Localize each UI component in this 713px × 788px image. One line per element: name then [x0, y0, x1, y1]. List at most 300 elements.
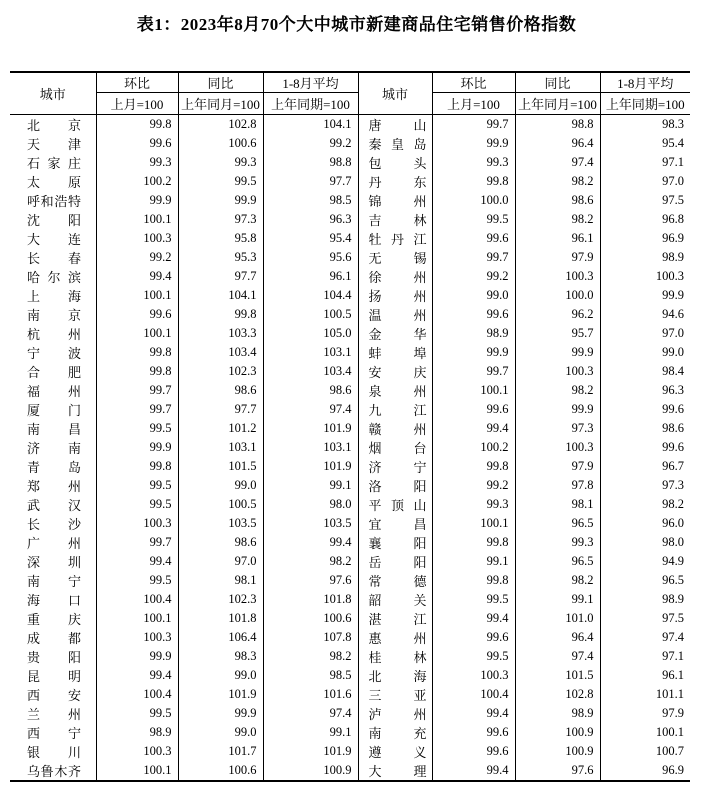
left-mom-cell: 99.7	[96, 533, 178, 552]
left-mom-cell: 100.4	[96, 685, 178, 704]
header-city-right: 城市	[358, 72, 432, 115]
city-name: 平顶山	[368, 498, 427, 513]
left-avg-cell: 98.0	[263, 495, 358, 514]
left-city-cell	[10, 666, 96, 685]
table-row	[10, 704, 690, 723]
right-avg-cell: 98.9	[662, 592, 684, 606]
left-mom-cell: 100.1	[96, 324, 178, 343]
table-row	[10, 761, 690, 781]
right-city-cell	[358, 514, 432, 533]
right-mom-cell: 99.0	[432, 286, 515, 305]
table-row	[10, 457, 690, 476]
table-row	[10, 552, 690, 571]
left-avg-cell: 104.1	[263, 115, 358, 135]
left-yoy-cell: 98.6	[178, 533, 263, 552]
table-row	[10, 514, 690, 533]
city-name: 上海	[27, 289, 81, 304]
city-name: 济南	[27, 441, 81, 456]
right-city-cell	[358, 438, 432, 457]
city-name: 金华	[368, 327, 427, 342]
left-city-cell	[10, 647, 96, 666]
header-mom-base-right: 上月=100	[432, 93, 515, 115]
city-name: 湛江	[368, 612, 427, 627]
left-city-cell	[10, 172, 96, 191]
left-yoy-cell: 95.8	[178, 229, 263, 248]
right-mom-cell: 99.8	[432, 457, 515, 476]
left-city-cell	[10, 533, 96, 552]
city-name: 泸州	[368, 707, 427, 722]
right-city-cell	[358, 362, 432, 381]
right-avg-cell: 100.3	[655, 269, 684, 283]
right-avg-cell: 97.1	[662, 155, 684, 169]
city-name: 南宁	[27, 574, 81, 589]
city-name: 蚌埠	[368, 346, 427, 361]
table-row	[10, 571, 690, 590]
table-row	[10, 343, 690, 362]
left-yoy-cell: 99.9	[178, 704, 263, 723]
right-yoy-cell: 100.9	[515, 723, 600, 742]
left-city-cell	[10, 191, 96, 210]
right-avg-cell: 97.5	[662, 611, 684, 625]
right-mom-cell: 99.4	[432, 419, 515, 438]
left-city-cell	[10, 723, 96, 742]
right-mom-cell: 99.8	[432, 172, 515, 191]
left-mom-cell: 99.3	[96, 153, 178, 172]
right-avg-cell: 96.3	[662, 383, 684, 397]
city-name: 福州	[27, 384, 81, 399]
right-city-cell	[358, 267, 432, 286]
right-city-cell	[358, 419, 432, 438]
left-mom-cell: 99.4	[96, 267, 178, 286]
left-city-cell	[10, 552, 96, 571]
right-city-cell	[358, 685, 432, 704]
right-city-cell	[358, 495, 432, 514]
left-avg-cell: 101.9	[263, 457, 358, 476]
city-name: 遵义	[368, 745, 427, 760]
right-avg-cell: 95.4	[662, 136, 684, 150]
left-mom-cell: 99.8	[96, 115, 178, 135]
right-mom-cell: 99.4	[432, 704, 515, 723]
left-avg-cell: 99.1	[263, 476, 358, 495]
right-city-cell	[358, 324, 432, 343]
city-name: 西安	[27, 688, 81, 703]
table-row	[10, 647, 690, 666]
header-city-left: 城市	[10, 72, 96, 115]
left-city-cell	[10, 761, 96, 781]
right-mom-cell: 100.1	[432, 381, 515, 400]
city-name: 兰州	[27, 707, 81, 722]
right-avg-cell: 97.0	[662, 174, 684, 188]
right-yoy-cell: 98.9	[515, 704, 600, 723]
left-city-cell	[10, 115, 96, 135]
right-mom-cell: 99.6	[432, 400, 515, 419]
left-mom-cell: 98.9	[96, 723, 178, 742]
city-name: 锦州	[368, 194, 427, 209]
left-avg-cell: 101.8	[263, 590, 358, 609]
city-name: 天津	[27, 137, 81, 152]
right-avg-cell: 100.7	[655, 744, 684, 758]
city-name: 郑州	[27, 479, 81, 494]
city-name: 海口	[27, 593, 81, 608]
left-city-cell	[10, 248, 96, 267]
left-yoy-cell: 102.3	[178, 590, 263, 609]
table-row	[10, 742, 690, 761]
left-yoy-cell: 102.8	[178, 115, 263, 135]
left-mom-cell: 100.3	[96, 628, 178, 647]
right-mom-cell: 99.1	[432, 552, 515, 571]
right-avg-cell: 97.3	[662, 478, 684, 492]
right-yoy-cell: 100.3	[515, 362, 600, 381]
table-row	[10, 495, 690, 514]
left-mom-cell: 100.1	[96, 286, 178, 305]
header-mom-base-left: 上月=100	[96, 93, 178, 115]
left-avg-cell: 104.4	[263, 286, 358, 305]
right-mom-cell: 99.8	[432, 571, 515, 590]
left-city-cell	[10, 704, 96, 723]
right-mom-cell: 99.9	[432, 343, 515, 362]
left-avg-cell: 103.5	[263, 514, 358, 533]
right-city-cell	[358, 343, 432, 362]
city-name: 桂林	[368, 650, 427, 665]
left-avg-cell: 98.6	[263, 381, 358, 400]
right-city-cell	[358, 229, 432, 248]
city-name: 太原	[27, 175, 81, 190]
right-mom-cell: 100.0	[432, 191, 515, 210]
city-name: 武汉	[27, 498, 81, 513]
city-name: 长沙	[27, 517, 81, 532]
table-row	[10, 723, 690, 742]
right-yoy-cell: 98.2	[515, 381, 600, 400]
left-mom-cell: 100.4	[96, 590, 178, 609]
left-mom-cell: 99.8	[96, 362, 178, 381]
left-yoy-cell: 97.7	[178, 400, 263, 419]
right-mom-cell: 99.4	[432, 609, 515, 628]
left-yoy-cell: 103.1	[178, 438, 263, 457]
city-name: 宜昌	[368, 517, 427, 532]
left-city-cell	[10, 438, 96, 457]
table-row	[10, 628, 690, 647]
city-name: 北京	[27, 118, 81, 133]
right-yoy-cell: 99.1	[515, 590, 600, 609]
right-mom-cell: 99.4	[432, 761, 515, 781]
right-yoy-cell: 98.2	[515, 172, 600, 191]
left-mom-cell: 100.1	[96, 609, 178, 628]
city-name: 烟台	[368, 441, 427, 456]
left-mom-cell: 99.8	[96, 343, 178, 362]
right-yoy-cell: 97.3	[515, 419, 600, 438]
header-avg-base-right: 上年同期=100	[600, 93, 690, 115]
right-mom-cell: 99.2	[432, 267, 515, 286]
left-city-cell	[10, 153, 96, 172]
left-yoy-cell: 99.0	[178, 666, 263, 685]
right-avg-cell: 98.2	[662, 497, 684, 511]
city-name: 泉州	[368, 384, 427, 399]
left-yoy-cell: 98.3	[178, 647, 263, 666]
right-mom-cell: 100.1	[432, 514, 515, 533]
right-mom-cell: 99.2	[432, 476, 515, 495]
left-city-cell	[10, 305, 96, 324]
city-name: 岳阳	[368, 555, 427, 570]
header-avg-base-left: 上年同期=100	[263, 93, 358, 115]
right-mom-cell: 99.7	[432, 362, 515, 381]
city-name: 银川	[27, 745, 81, 760]
left-avg-cell: 103.4	[263, 362, 358, 381]
right-avg-cell: 96.5	[662, 573, 684, 587]
left-city-cell	[10, 134, 96, 153]
right-yoy-cell: 97.8	[515, 476, 600, 495]
left-avg-cell: 98.2	[263, 647, 358, 666]
right-mom-cell: 99.5	[432, 647, 515, 666]
right-yoy-cell: 97.4	[515, 153, 600, 172]
left-mom-cell: 99.5	[96, 419, 178, 438]
right-yoy-cell: 98.1	[515, 495, 600, 514]
city-name: 大连	[27, 232, 81, 247]
left-yoy-cell: 101.7	[178, 742, 263, 761]
right-city-cell	[358, 590, 432, 609]
left-yoy-cell: 101.5	[178, 457, 263, 476]
left-city-cell	[10, 685, 96, 704]
left-avg-cell: 96.3	[263, 210, 358, 229]
left-mom-cell: 99.2	[96, 248, 178, 267]
city-name: 哈尔滨	[27, 270, 81, 285]
right-city-cell	[358, 381, 432, 400]
city-name: 吉林	[368, 213, 427, 228]
city-name: 广州	[27, 536, 81, 551]
left-yoy-cell: 99.5	[178, 172, 263, 191]
left-avg-cell: 97.4	[263, 704, 358, 723]
right-city-cell	[358, 305, 432, 324]
right-avg-cell: 98.0	[662, 535, 684, 549]
right-yoy-cell: 100.3	[515, 267, 600, 286]
right-yoy-cell: 101.5	[515, 666, 600, 685]
left-mom-cell: 100.3	[96, 742, 178, 761]
table-row	[10, 229, 690, 248]
header-mom-right: 环比	[432, 72, 515, 93]
right-yoy-cell: 98.8	[515, 115, 600, 135]
right-city-cell	[358, 210, 432, 229]
left-city-cell	[10, 571, 96, 590]
left-avg-cell: 103.1	[263, 343, 358, 362]
table-row	[10, 267, 690, 286]
right-city-cell	[358, 191, 432, 210]
right-yoy-cell: 97.9	[515, 457, 600, 476]
right-avg-cell: 98.3	[662, 117, 684, 131]
right-avg-cell: 100.1	[655, 725, 684, 739]
left-avg-cell: 95.6	[263, 248, 358, 267]
city-name: 西宁	[27, 726, 81, 741]
left-avg-cell: 105.0	[263, 324, 358, 343]
left-city-cell	[10, 381, 96, 400]
right-yoy-cell: 99.9	[515, 343, 600, 362]
city-name: 北海	[368, 669, 427, 684]
left-yoy-cell: 101.9	[178, 685, 263, 704]
left-avg-cell: 99.4	[263, 533, 358, 552]
right-city-cell	[358, 723, 432, 742]
right-avg-cell: 94.9	[662, 554, 684, 568]
right-avg-cell: 96.1	[662, 668, 684, 682]
right-mom-cell: 99.6	[432, 628, 515, 647]
left-avg-cell: 95.4	[263, 229, 358, 248]
left-avg-cell: 98.5	[263, 191, 358, 210]
city-name: 成都	[27, 631, 81, 646]
right-mom-cell: 98.9	[432, 324, 515, 343]
header-yoy-right: 同比	[515, 72, 600, 93]
left-avg-cell: 100.5	[263, 305, 358, 324]
left-city-cell	[10, 229, 96, 248]
table-header	[10, 72, 690, 115]
left-yoy-cell: 104.1	[178, 286, 263, 305]
left-avg-cell: 97.7	[263, 172, 358, 191]
left-city-cell	[10, 609, 96, 628]
right-mom-cell: 100.3	[432, 666, 515, 685]
left-yoy-cell: 98.6	[178, 381, 263, 400]
right-avg-cell: 96.0	[662, 516, 684, 530]
left-yoy-cell: 98.1	[178, 571, 263, 590]
right-avg-cell: 97.5	[662, 193, 684, 207]
table-row	[10, 210, 690, 229]
right-city-cell	[358, 134, 432, 153]
right-avg-cell: 98.9	[662, 250, 684, 264]
city-name: 九江	[368, 403, 427, 418]
right-yoy-cell: 96.1	[515, 229, 600, 248]
right-city-cell	[358, 552, 432, 571]
header-yoy-left: 同比	[178, 72, 263, 93]
right-avg-cell: 98.6	[662, 421, 684, 435]
right-city-cell	[358, 457, 432, 476]
left-city-cell	[10, 514, 96, 533]
header-row-1	[10, 72, 690, 93]
city-name: 三亚	[368, 688, 427, 703]
left-avg-cell: 97.4	[263, 400, 358, 419]
table-row	[10, 476, 690, 495]
price-index-table	[10, 71, 690, 782]
left-mom-cell: 99.9	[96, 647, 178, 666]
right-city-cell	[358, 172, 432, 191]
city-name: 乌鲁木齐	[27, 764, 81, 779]
left-mom-cell: 99.8	[96, 457, 178, 476]
city-name: 大理	[368, 764, 427, 779]
city-name: 赣州	[368, 422, 427, 437]
left-yoy-cell: 99.8	[178, 305, 263, 324]
city-name: 宁波	[27, 346, 81, 361]
right-city-cell	[358, 666, 432, 685]
left-city-cell	[10, 590, 96, 609]
city-name: 厦门	[27, 403, 81, 418]
left-yoy-cell: 97.3	[178, 210, 263, 229]
left-mom-cell: 100.1	[96, 761, 178, 781]
left-yoy-cell: 103.5	[178, 514, 263, 533]
city-name: 重庆	[27, 612, 81, 627]
right-avg-cell: 96.9	[662, 231, 684, 245]
city-name: 石家庄	[27, 156, 81, 171]
left-yoy-cell: 101.2	[178, 419, 263, 438]
city-name: 温州	[368, 308, 427, 323]
table-body	[10, 115, 690, 782]
table-row	[10, 362, 690, 381]
left-yoy-cell: 102.3	[178, 362, 263, 381]
table-row	[10, 134, 690, 153]
city-name: 包头	[368, 156, 427, 171]
city-name: 呼和浩特	[27, 194, 81, 209]
right-city-cell	[358, 609, 432, 628]
left-avg-cell: 101.9	[263, 742, 358, 761]
left-mom-cell: 99.7	[96, 381, 178, 400]
header-mom-left: 环比	[96, 72, 178, 93]
right-yoy-cell: 96.5	[515, 552, 600, 571]
right-yoy-cell: 96.4	[515, 628, 600, 647]
left-mom-cell: 100.2	[96, 172, 178, 191]
left-city-cell	[10, 324, 96, 343]
right-mom-cell: 100.2	[432, 438, 515, 457]
right-yoy-cell: 97.4	[515, 647, 600, 666]
city-name: 沈阳	[27, 213, 81, 228]
left-yoy-cell: 99.3	[178, 153, 263, 172]
right-yoy-cell: 96.4	[515, 134, 600, 153]
city-name: 青岛	[27, 460, 81, 475]
right-city-cell	[358, 153, 432, 172]
left-mom-cell: 100.3	[96, 229, 178, 248]
left-mom-cell: 99.5	[96, 704, 178, 723]
right-avg-cell: 96.9	[662, 763, 684, 777]
right-mom-cell: 99.6	[432, 305, 515, 324]
right-city-cell	[358, 476, 432, 495]
right-city-cell	[358, 286, 432, 305]
right-mom-cell: 100.4	[432, 685, 515, 704]
left-yoy-cell: 100.5	[178, 495, 263, 514]
table-row	[10, 609, 690, 628]
right-yoy-cell: 101.0	[515, 609, 600, 628]
left-avg-cell: 98.5	[263, 666, 358, 685]
right-mom-cell: 99.3	[432, 153, 515, 172]
table-row	[10, 191, 690, 210]
left-avg-cell: 107.8	[263, 628, 358, 647]
left-city-cell	[10, 419, 96, 438]
left-mom-cell: 99.9	[96, 191, 178, 210]
left-avg-cell: 99.1	[263, 723, 358, 742]
left-avg-cell: 100.9	[263, 761, 358, 781]
city-name: 襄阳	[368, 536, 427, 551]
left-yoy-cell: 97.0	[178, 552, 263, 571]
right-avg-cell: 101.1	[655, 687, 684, 701]
left-yoy-cell: 99.0	[178, 723, 263, 742]
left-mom-cell: 99.6	[96, 134, 178, 153]
city-name: 济宁	[368, 460, 427, 475]
city-name: 唐山	[368, 118, 427, 133]
right-city-cell	[358, 761, 432, 781]
left-avg-cell: 98.8	[263, 153, 358, 172]
right-city-cell	[358, 400, 432, 419]
right-avg-cell: 94.6	[662, 307, 684, 321]
city-name: 南京	[27, 308, 81, 323]
right-mom-cell: 99.9	[432, 134, 515, 153]
right-yoy-cell: 100.0	[515, 286, 600, 305]
page-title: 表1：2023年8月70个大中城市新建商品住宅销售价格指数	[136, 15, 577, 34]
table-row	[10, 153, 690, 172]
table-row	[10, 115, 690, 135]
table-row	[10, 685, 690, 704]
left-yoy-cell: 99.9	[178, 191, 263, 210]
right-avg-cell: 99.6	[662, 440, 684, 454]
table-row	[10, 381, 690, 400]
right-avg-cell: 97.9	[662, 706, 684, 720]
right-yoy-cell: 99.3	[515, 533, 600, 552]
city-name: 深圳	[27, 555, 81, 570]
right-mom-cell: 99.6	[432, 723, 515, 742]
right-mom-cell: 99.3	[432, 495, 515, 514]
left-yoy-cell: 101.8	[178, 609, 263, 628]
table-row	[10, 248, 690, 267]
city-name: 徐州	[368, 270, 427, 285]
